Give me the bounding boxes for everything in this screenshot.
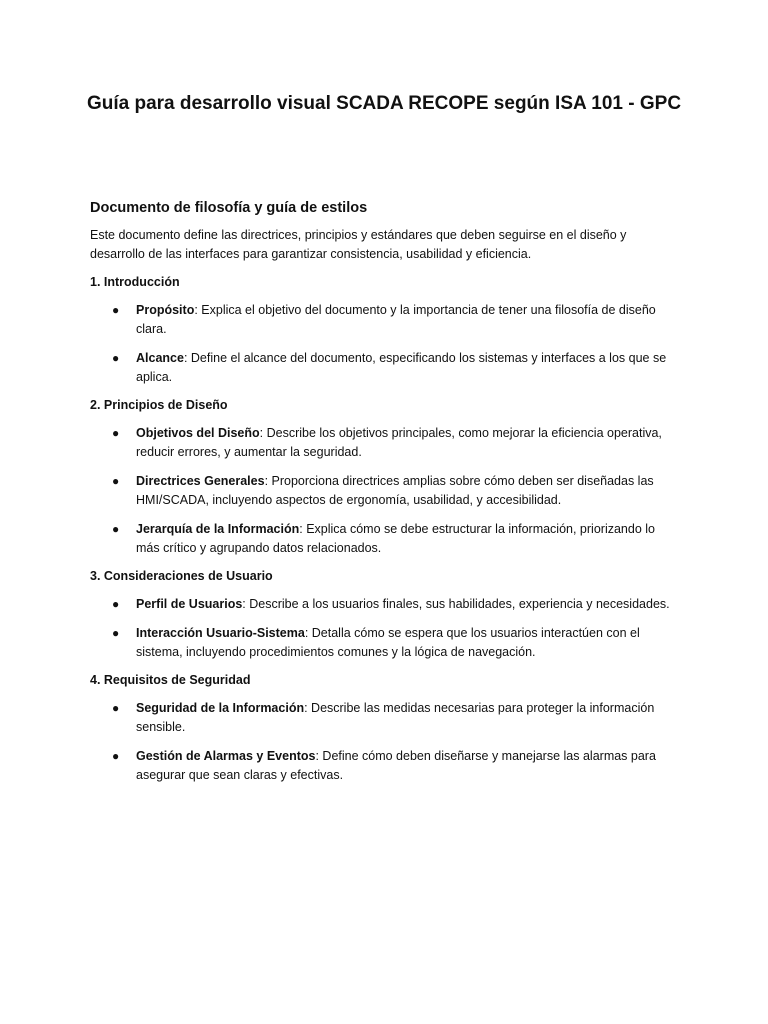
section-heading: 4. Requisitos de Seguridad xyxy=(90,673,251,687)
section-heading: 1. Introducción xyxy=(90,275,180,289)
section-heading: 2. Principios de Diseño xyxy=(90,398,228,412)
bullet-icon: ● xyxy=(112,626,120,640)
list-item xyxy=(90,624,680,662)
intro-paragraph: Este documento define las directrices, principios y estándares que deben seguirse en el diseño y desarrollo de las interfaces para garantizar consistencia, usabilidad y eficiencia. xyxy=(90,228,627,261)
bullet-icon: ● xyxy=(112,597,120,611)
item-term: Perfil de Usuarios xyxy=(136,597,243,611)
section-principios xyxy=(90,397,680,558)
item-term: Directrices Generales xyxy=(136,474,265,488)
bullet-list xyxy=(90,301,680,387)
item-term: Alcance xyxy=(136,351,184,365)
item-text: : Describe los objetivos principales, como mejorar la eficiencia operativa, reducir errores, y aumentar la seguridad. xyxy=(136,426,662,459)
list-item xyxy=(90,424,680,462)
bullet-list xyxy=(90,699,680,785)
item-term: Jerarquía de la Información xyxy=(136,522,300,536)
section-heading: 3. Consideraciones de Usuario xyxy=(90,569,273,583)
list-item xyxy=(90,520,680,558)
bullet-icon: ● xyxy=(112,426,120,440)
list-item xyxy=(90,349,680,387)
list-item xyxy=(90,301,680,339)
bullet-icon: ● xyxy=(112,522,120,536)
document-subtitle: Documento de filosofía y guía de estilos xyxy=(90,200,368,216)
item-text: : Define cómo deben diseñarse y manejarse las alarmas para asegurar que sean claras y efectivas. xyxy=(136,749,656,782)
item-term: Seguridad de la Información xyxy=(136,701,305,715)
item-text: : Describe a los usuarios finales, sus habilidades, experiencia y necesidades. xyxy=(242,597,670,611)
list-item xyxy=(90,747,680,785)
item-text: : Proporciona directrices amplias sobre cómo deben ser diseñadas las HMI/SCADA, incluyendo aspectos de ergonomía, usabilidad, y accesibilidad. xyxy=(136,474,654,507)
bullet-icon: ● xyxy=(112,303,120,317)
item-term: Propósito xyxy=(136,303,195,317)
section-seguridad xyxy=(90,672,680,785)
list-item xyxy=(90,595,680,614)
item-term: Objetivos del Diseño xyxy=(136,426,260,440)
list-item xyxy=(90,472,680,510)
list-item xyxy=(90,699,680,737)
bullet-icon: ● xyxy=(112,749,120,763)
item-term: Interacción Usuario-Sistema xyxy=(136,626,305,640)
item-text: : Explica cómo se debe estructurar la información, priorizando lo más crítico y agrupando datos relacionados. xyxy=(136,522,655,555)
bullet-icon: ● xyxy=(112,701,120,715)
bullet-list xyxy=(90,424,680,558)
section-introduccion xyxy=(90,274,680,387)
bullet-icon: ● xyxy=(112,474,120,488)
bullet-icon: ● xyxy=(112,351,120,365)
bullet-list xyxy=(90,595,680,662)
document-body xyxy=(90,200,680,795)
item-text: : Describe las medidas necesarias para proteger la información sensible. xyxy=(136,701,655,734)
document-title: Guía para desarrollo visual SCADA RECOPE según ISA 101 - GPC xyxy=(86,93,682,114)
item-text: : Define el alcance del documento, especificando los sistemas y interfaces a los que se aplica. xyxy=(136,351,667,384)
section-consideraciones xyxy=(90,568,680,662)
item-term: Gestión de Alarmas y Eventos xyxy=(136,749,316,763)
item-text: : Detalla cómo se espera que los usuarios interactúen con el sistema, incluyendo procedimientos comunes y la lógica de navegación. xyxy=(136,626,640,659)
item-text: : Explica el objetivo del documento y la importancia de tener una filosofía de diseño clara. xyxy=(136,303,656,336)
